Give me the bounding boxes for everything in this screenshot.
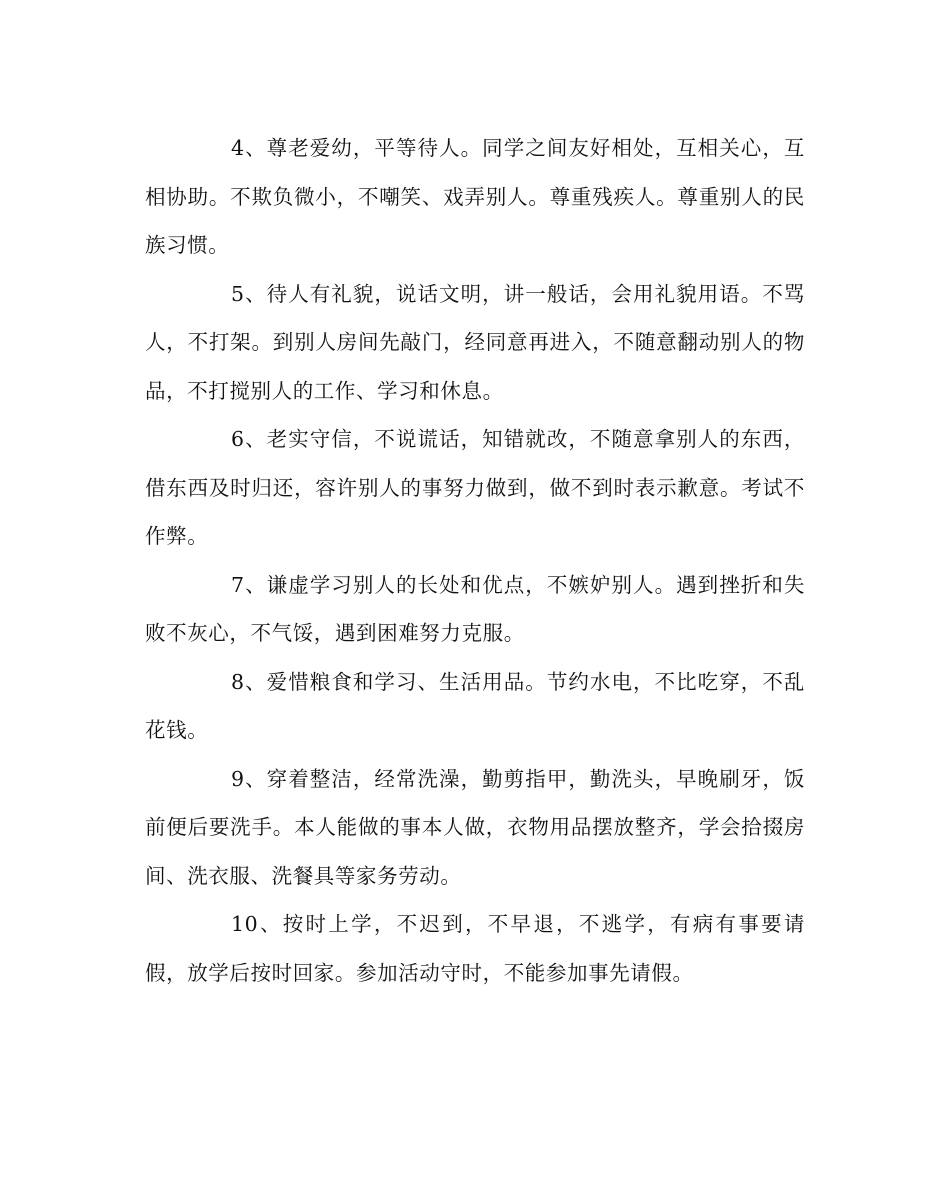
paragraph-rule-10: 10、按时上学，不迟到，不早退，不逃学，有病有事要请假，放学后按时回家。参加活动守时，不能参加事先请假。 xyxy=(145,912,805,985)
paragraph-rule-6: 6、老实守信，不说谎话，知错就改，不随意拿别人的东西，借东西及时归还，容许别人的事努力做到，做不到时表示歉意。考试不作弊。 xyxy=(145,427,805,548)
paragraph-rule-8: 8、爱惜粮食和学习、生活用品。节约水电，不比吃穿，不乱花钱。 xyxy=(145,669,805,742)
paragraph-rule-4: 4、尊老爱幼，平等待人。同学之间友好相处，互相关心，互相协助。不欺负微小，不嘲笑、戏弄别人。尊重残疾人。尊重别人的民族习惯。 xyxy=(145,136,805,257)
paragraph-rule-7: 7、谦虚学习别人的长处和优点，不嫉妒别人。遇到挫折和失败不灰心，不气馁，遇到困难努力克服。 xyxy=(145,572,805,645)
paragraph-rule-9: 9、穿着整洁，经常洗澡，勤剪指甲，勤洗头，早晚刷牙，饭前便后要洗手。本人能做的事本人做，衣物用品摆放整齐，学会拾掇房间、洗衣服、洗餐具等家务劳动。 xyxy=(145,766,805,888)
paragraph-rule-5: 5、待人有礼貌，说话文明，讲一般话，会用礼貌用语。不骂人，不打架。到别人房间先敲门，经同意再进入，不随意翻动别人的物品，不打搅别人的工作、学习和休息。 xyxy=(145,281,805,403)
document-body xyxy=(145,124,805,997)
